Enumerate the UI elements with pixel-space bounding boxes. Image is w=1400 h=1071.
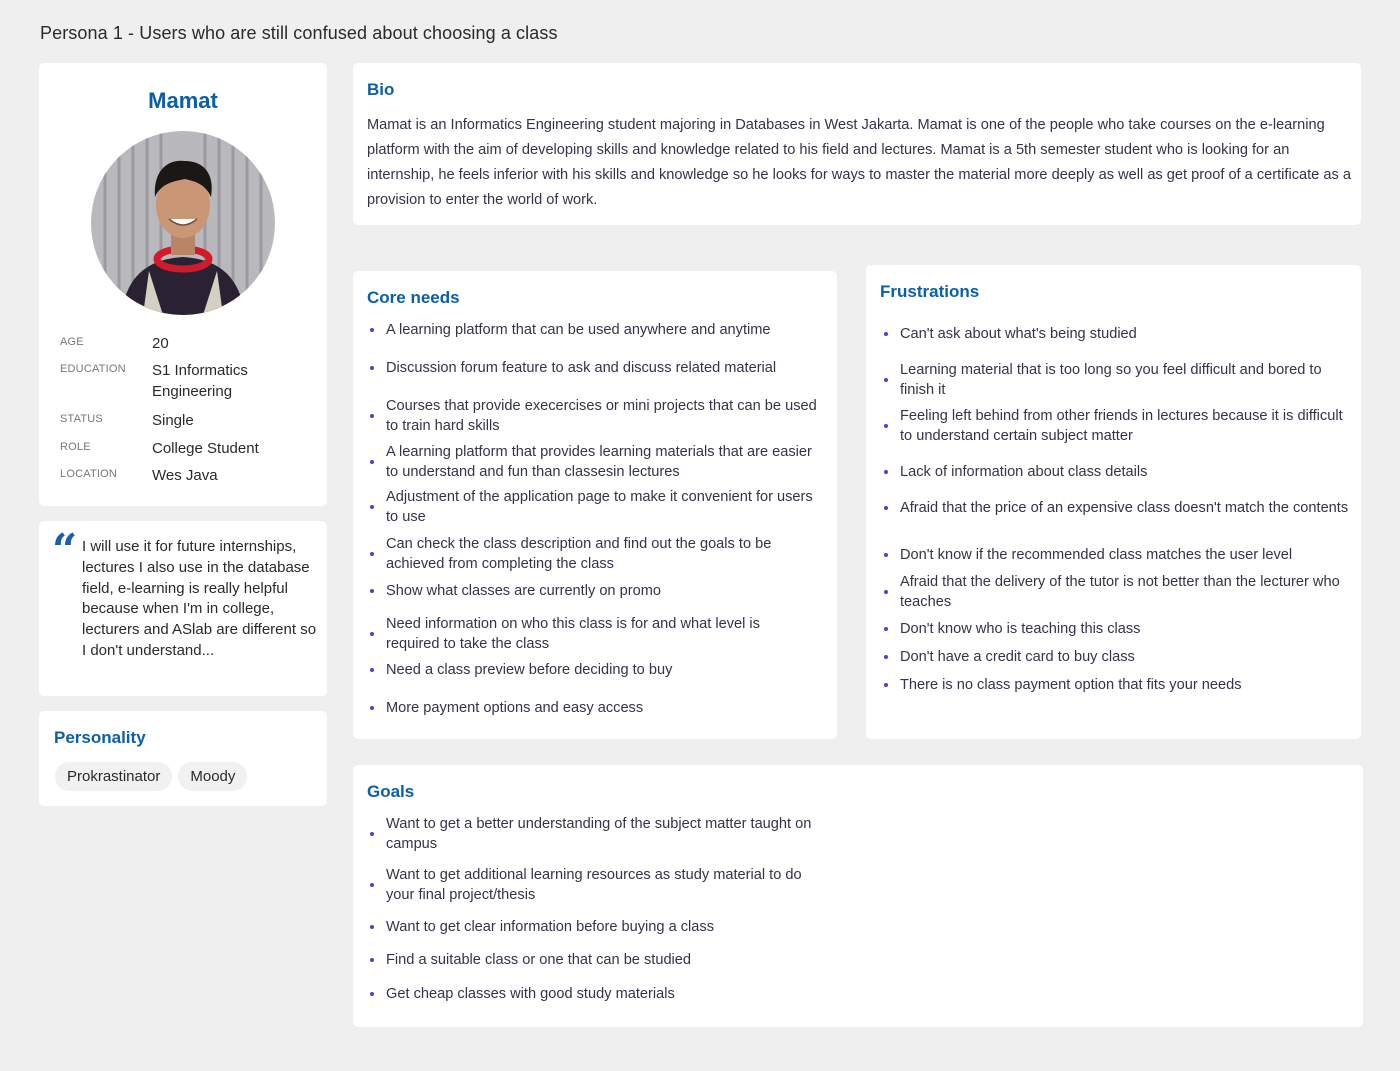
bullet-icon bbox=[884, 378, 888, 382]
personality-tag: Prokrastinator bbox=[55, 762, 172, 791]
bullet-icon bbox=[884, 627, 888, 631]
list-item bbox=[367, 660, 817, 680]
personality-title: Personality bbox=[54, 728, 146, 747]
list-item bbox=[881, 324, 1351, 344]
info-value: Wes Java bbox=[152, 467, 218, 484]
list-item-text: Don't know if the recommended class matches the user level bbox=[900, 547, 1293, 563]
info-label: LOCATION bbox=[60, 468, 118, 480]
bullet-icon bbox=[370, 958, 374, 962]
bullet-icon bbox=[884, 506, 888, 510]
list-item bbox=[881, 675, 1351, 695]
list-item bbox=[367, 320, 817, 340]
list-item-text: Discussion forum feature to ask and discuss related material bbox=[386, 360, 777, 376]
bullet-icon bbox=[370, 460, 374, 464]
list-item bbox=[367, 950, 827, 970]
bullet-icon bbox=[370, 832, 374, 836]
list-item bbox=[367, 396, 817, 436]
list-item-text: Adjustment of the application page to make it convenient for users to use bbox=[386, 489, 813, 525]
list-item-text: There is no class payment option that fits your needs bbox=[900, 677, 1242, 693]
bullet-icon bbox=[884, 590, 888, 594]
list-item-text: Courses that provide execercises or mini projects that can be used to train hard skills bbox=[386, 398, 817, 434]
info-label: ROLE bbox=[60, 441, 91, 453]
goals-card bbox=[353, 765, 1363, 1027]
bullet-icon bbox=[370, 366, 374, 370]
info-label: STATUS bbox=[60, 413, 103, 425]
list-item-text: Feeling left behind from other friends in lectures because it is difficult to understand certain subject matter bbox=[900, 408, 1343, 444]
info-value: 20 bbox=[152, 335, 169, 352]
bullet-icon bbox=[370, 706, 374, 710]
personality-card bbox=[39, 711, 327, 806]
bio-text: Mamat is an Informatics Engineering student majoring in Databases in West Jakarta. Mamat is one of the people who take courses on the e-learning platform with the aim of developing skills and knowledge related to his field and lectures. Mamat is a 5th semester student who is looking for an internship, he feels inferior with his skills and knowledge so he looks for ways to master the material more deeply as well as get proof of a certificate as a provision to enter the world of work. bbox=[367, 117, 1351, 208]
list-item bbox=[367, 534, 817, 574]
list-item-text: Lack of information about class details bbox=[900, 464, 1148, 480]
list-item-text: Get cheap classes with good study materials bbox=[386, 986, 675, 1002]
list-item bbox=[881, 498, 1351, 518]
list-item-text: Show what classes are currently on promo bbox=[386, 583, 661, 599]
quote-card bbox=[39, 521, 327, 696]
list-item bbox=[367, 984, 827, 1004]
list-item-text: Learning material that is too long so you feel difficult and bored to finish it bbox=[900, 362, 1322, 398]
bullet-icon bbox=[884, 332, 888, 336]
persona-name: Mamat bbox=[148, 88, 218, 113]
bullet-icon bbox=[884, 553, 888, 557]
avatar bbox=[91, 131, 275, 315]
list-item bbox=[367, 865, 827, 905]
bio-title: Bio bbox=[367, 80, 395, 99]
list-item-text: Don't know who is teaching this class bbox=[900, 621, 1141, 637]
list-item bbox=[367, 442, 817, 482]
list-item bbox=[367, 581, 817, 601]
list-item bbox=[367, 614, 817, 654]
list-item-text: Find a suitable class or one that can be studied bbox=[386, 952, 692, 968]
list-item-text: A learning platform that can be used anywhere and anytime bbox=[386, 322, 771, 338]
core-needs-title: Core needs bbox=[367, 288, 460, 307]
bullet-icon bbox=[370, 668, 374, 672]
list-item-text: More payment options and easy access bbox=[386, 700, 644, 716]
quote-mark-icon: “ bbox=[52, 525, 78, 576]
list-item-text: Want to get clear information before buying a class bbox=[386, 919, 714, 935]
list-item bbox=[367, 487, 817, 527]
bullet-icon bbox=[370, 414, 374, 418]
bullet-icon bbox=[370, 552, 374, 556]
list-item-text: Afraid that the delivery of the tutor is not better than the lecturer who teaches bbox=[900, 574, 1340, 610]
info-value: S1 Informatics Engineering bbox=[152, 362, 248, 400]
list-item bbox=[881, 360, 1351, 400]
list-item bbox=[367, 917, 827, 937]
bullet-icon bbox=[370, 883, 374, 887]
bullet-icon bbox=[370, 589, 374, 593]
list-item bbox=[881, 572, 1351, 612]
bullet-icon bbox=[884, 655, 888, 659]
info-value: Single bbox=[152, 412, 194, 429]
bullet-icon bbox=[370, 992, 374, 996]
list-item-text: Want to get a better understanding of the subject matter taught on campus bbox=[386, 816, 812, 852]
list-item-text: Need a class preview before deciding to buy bbox=[386, 662, 673, 678]
page-title: Persona 1 - Users who are still confused about choosing a class bbox=[40, 23, 558, 43]
personality-tag: Moody bbox=[178, 762, 247, 791]
bullet-icon bbox=[884, 470, 888, 474]
list-item-text: Want to get additional learning resources as study material to do your final project/thesis bbox=[386, 867, 802, 903]
list-item bbox=[881, 462, 1351, 482]
bullet-icon bbox=[370, 505, 374, 509]
list-item-text: Can't ask about what's being studied bbox=[900, 326, 1137, 342]
list-item-text: Don't have a credit card to buy class bbox=[900, 649, 1135, 665]
list-item bbox=[367, 814, 827, 854]
list-item bbox=[881, 647, 1351, 667]
bullet-icon bbox=[370, 632, 374, 636]
bullet-icon bbox=[884, 683, 888, 687]
list-item bbox=[367, 358, 817, 378]
bio-card bbox=[353, 63, 1361, 225]
bullet-icon bbox=[370, 925, 374, 929]
info-label: EDUCATION bbox=[60, 363, 126, 375]
info-value: College Student bbox=[152, 440, 259, 457]
goals-title: Goals bbox=[367, 782, 415, 801]
list-item bbox=[881, 545, 1351, 565]
list-item-text: Can check the class description and find out the goals to be achieved from completing the class bbox=[386, 536, 772, 572]
list-item bbox=[367, 698, 817, 718]
core-needs-card bbox=[353, 271, 837, 739]
list-item-text: Afraid that the price of an expensive class doesn't match the contents bbox=[900, 500, 1349, 516]
list-item bbox=[881, 619, 1351, 639]
bullet-icon bbox=[370, 328, 374, 332]
list-item-text: A learning platform that provides learning materials that are easier to understand and fun than classesin lectures bbox=[386, 444, 812, 480]
profile-card bbox=[39, 63, 327, 506]
list-item-text: Need information on who this class is for and what level is required to take the class bbox=[386, 616, 760, 652]
personality-tags bbox=[55, 762, 247, 791]
frustrations-card bbox=[866, 265, 1361, 739]
list-item bbox=[881, 406, 1351, 446]
quote-text: I will use it for future internships, lectures I also use in the database field, e-learning is really helpful because when I'm in college, lecturers and ASlab are different so I don't understand... bbox=[82, 538, 317, 659]
bullet-icon bbox=[884, 424, 888, 428]
info-label: AGE bbox=[60, 336, 84, 348]
frustrations-title: Frustrations bbox=[880, 282, 980, 301]
